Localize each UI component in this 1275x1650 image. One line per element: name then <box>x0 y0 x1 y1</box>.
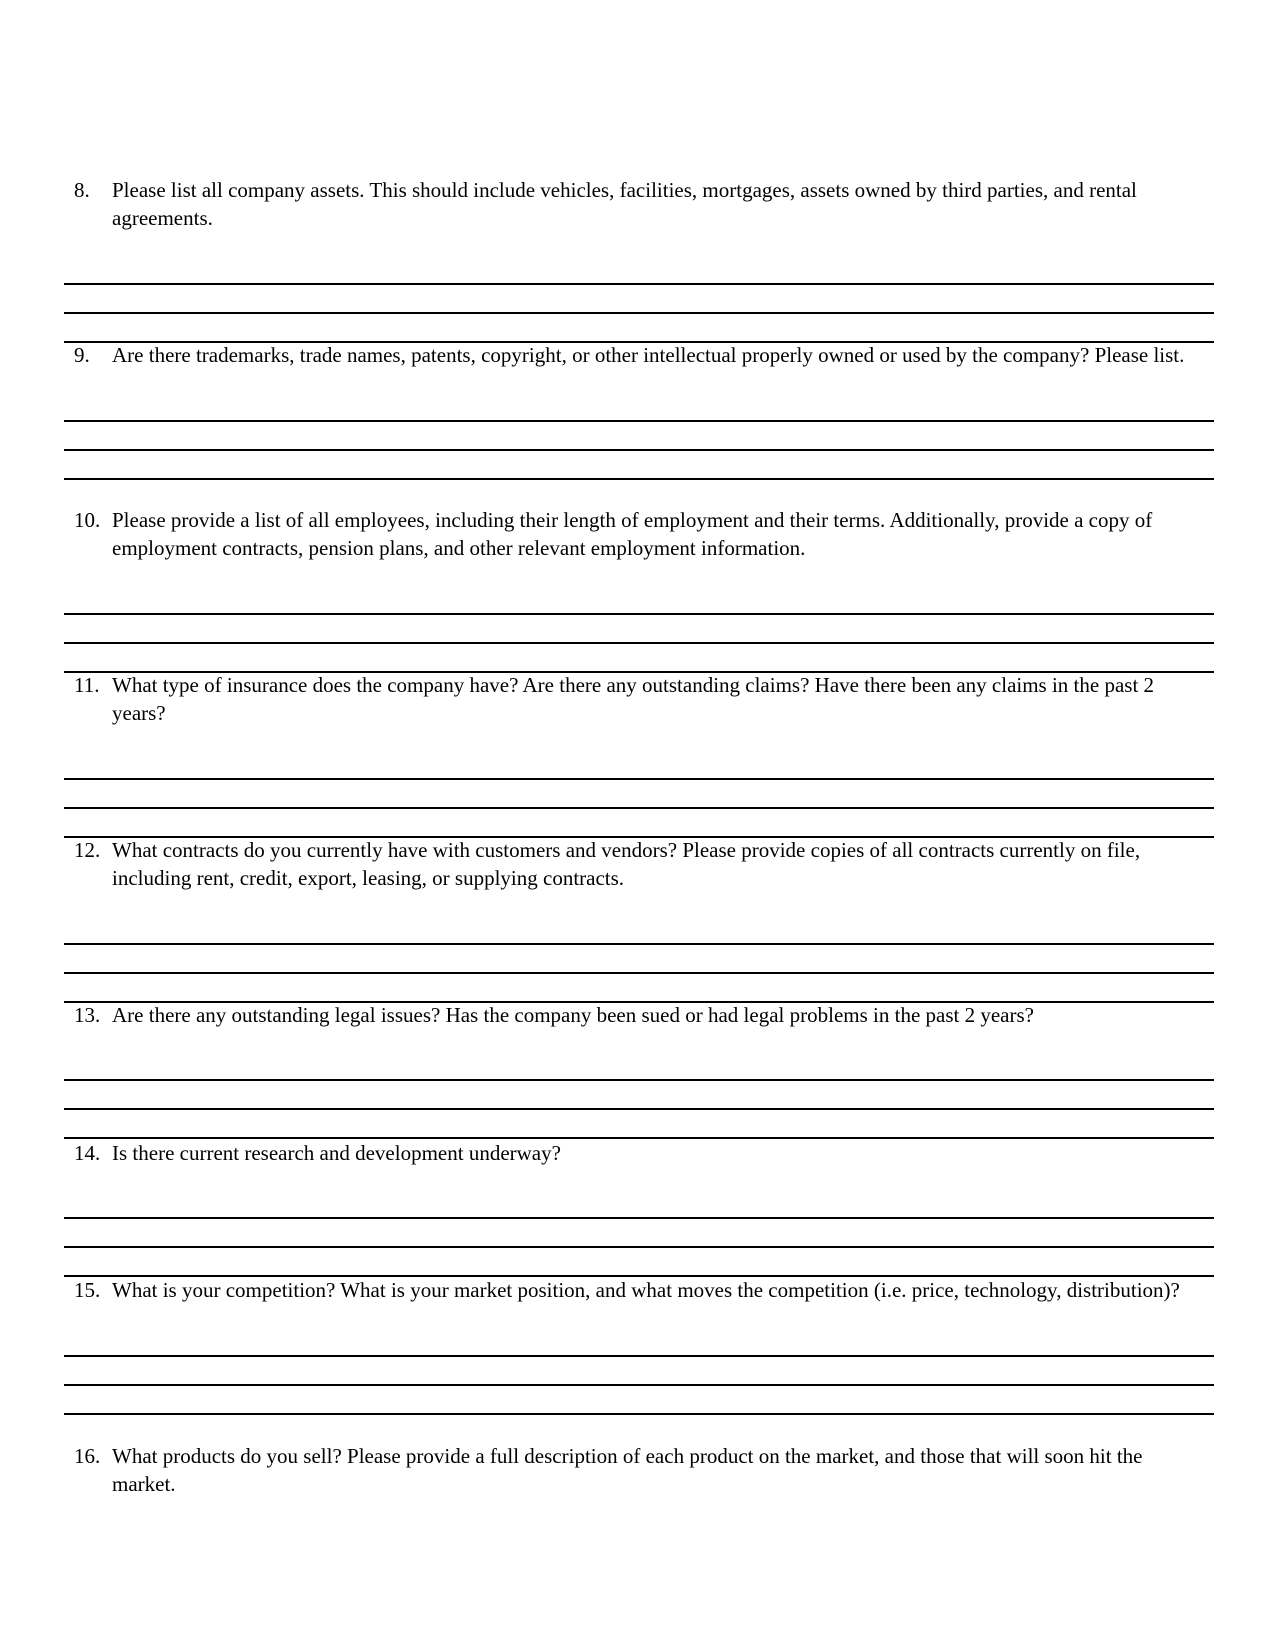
answer-line[interactable] <box>64 422 1214 451</box>
question-text: Are there trademarks, trade names, patents, copyright, or other intellectual properly owned or used by the company? Please list. <box>112 343 1185 367</box>
question-text: Are there any outstanding legal issues? Has the company been sued or had legal problems in the past 2 years? <box>112 1003 1034 1027</box>
answer-lines <box>64 393 1214 480</box>
question-9 <box>64 341 1214 480</box>
answer-line[interactable] <box>64 256 1214 285</box>
answer-line[interactable] <box>64 615 1214 644</box>
answer-lines <box>64 751 1214 838</box>
answer-line[interactable] <box>64 451 1214 480</box>
question-16 <box>64 1442 1214 1498</box>
question-text: What is your competition? What is your market position, and what moves the competition (i.e. price, technology, distribution)? <box>112 1278 1180 1302</box>
question-13 <box>64 1001 1214 1139</box>
answer-line[interactable] <box>64 1081 1214 1110</box>
answer-lines <box>64 256 1214 343</box>
answer-line[interactable] <box>64 945 1214 974</box>
answer-line[interactable] <box>64 285 1214 314</box>
answer-line[interactable] <box>64 1386 1214 1415</box>
question-number: 16. <box>74 1444 101 1468</box>
question-text: What products do you sell? Please provide a full description of each product on the market, and those that will soon hit the market. <box>112 1444 1143 1496</box>
question-10 <box>64 506 1214 673</box>
question-number: 15. <box>74 1278 101 1302</box>
question-8 <box>64 176 1214 343</box>
question-text: What type of insurance does the company have? Are there any outstanding claims? Have there been any claims in the past 2 years? <box>112 673 1155 725</box>
question-number: 9. <box>74 343 90 367</box>
answer-line[interactable] <box>64 1248 1214 1277</box>
question-15 <box>64 1276 1214 1415</box>
answer-line[interactable] <box>64 1357 1214 1386</box>
answer-line[interactable] <box>64 780 1214 809</box>
answer-lines <box>64 1190 1214 1277</box>
answer-line[interactable] <box>64 974 1214 1003</box>
answer-line[interactable] <box>64 916 1214 945</box>
answer-lines <box>64 1328 1214 1415</box>
question-number: 10. <box>74 508 101 532</box>
answer-line[interactable] <box>64 1328 1214 1357</box>
answer-line[interactable] <box>64 809 1214 838</box>
answer-line[interactable] <box>64 751 1214 780</box>
answer-line[interactable] <box>64 1190 1214 1219</box>
question-14 <box>64 1139 1214 1277</box>
answer-line[interactable] <box>64 1219 1214 1248</box>
question-number: 11. <box>74 673 100 697</box>
answer-lines <box>64 586 1214 673</box>
question-number: 8. <box>74 178 90 202</box>
question-number: 12. <box>74 838 101 862</box>
answer-line[interactable] <box>64 393 1214 422</box>
question-number: 14. <box>74 1141 101 1165</box>
question-text: Please provide a list of all employees, including their length of employment and their terms. Additionally, provide a copy of employment contracts, pension plans, and other relevant employment information. <box>112 508 1153 560</box>
question-12 <box>64 836 1214 1003</box>
answer-lines <box>64 1052 1214 1139</box>
answer-line[interactable] <box>64 1110 1214 1139</box>
question-text: Is there current research and development underway? <box>112 1141 561 1165</box>
question-11 <box>64 671 1214 838</box>
answer-line[interactable] <box>64 644 1214 673</box>
answer-line[interactable] <box>64 314 1214 343</box>
question-number: 13. <box>74 1003 101 1027</box>
question-text: Please list all company assets. This should include vehicles, facilities, mortgages, assets owned by third parties, and rental agreements. <box>112 178 1137 230</box>
answer-lines <box>64 916 1214 1003</box>
answer-line[interactable] <box>64 586 1214 615</box>
question-text: What contracts do you currently have with customers and vendors? Please provide copies of all contracts currently on file, including rent, credit, export, leasing, or supplying contracts. <box>112 838 1141 890</box>
answer-line[interactable] <box>64 1052 1214 1081</box>
